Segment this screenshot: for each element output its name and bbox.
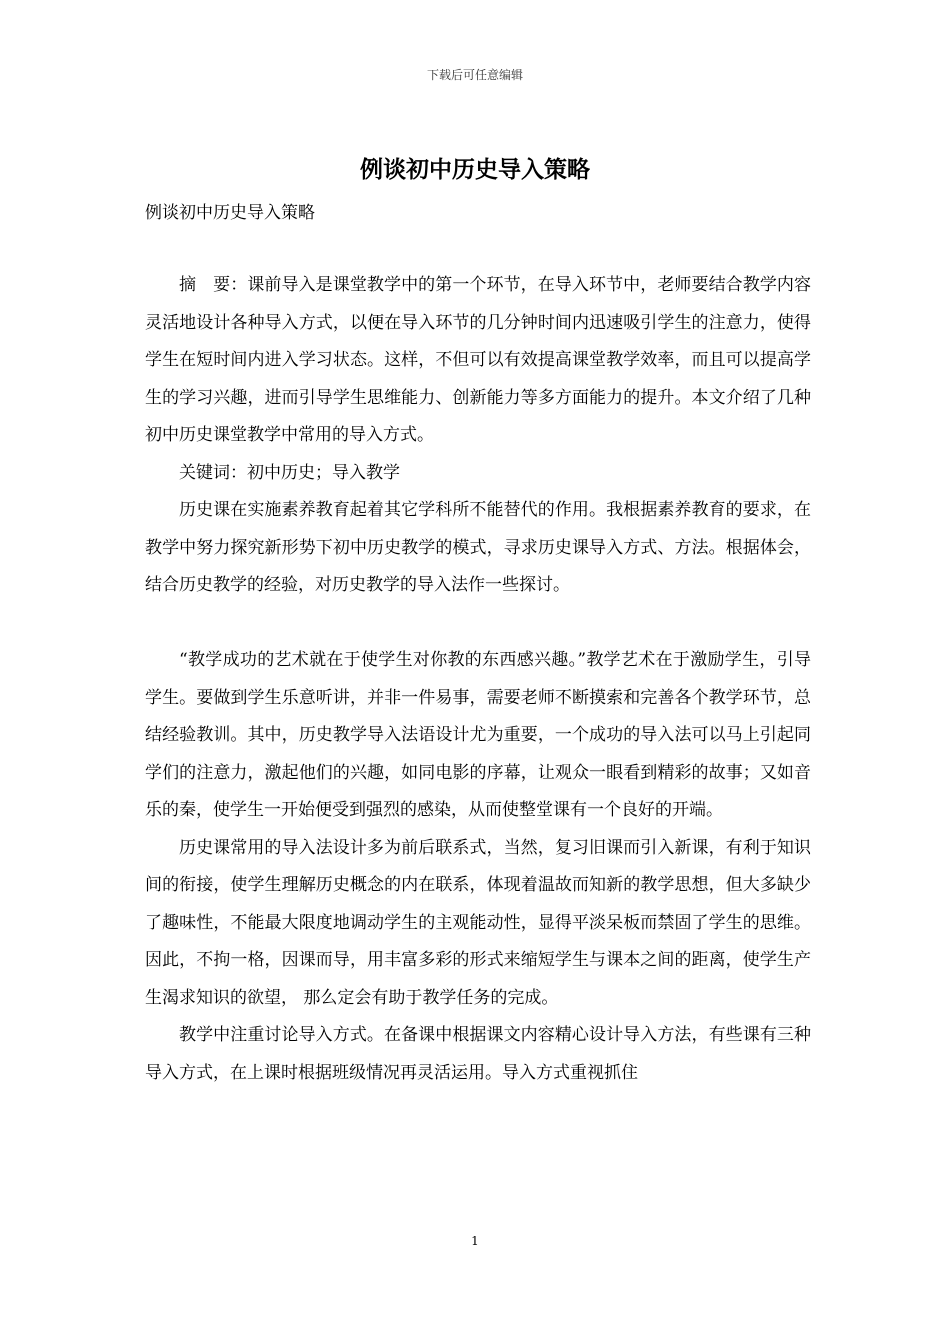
page-number: 1 <box>471 1234 479 1248</box>
keywords-paragraph: 关键词：初中历史；导入教学 <box>179 462 400 483</box>
header-note: 下载后可任意编辑 <box>426 68 523 82</box>
document-title: 例谈初中历史导入策略 <box>360 156 590 183</box>
body-paragraph-2: “教学成功的艺术就在于使学生对你教的东西感兴趣。”教学艺术在于激励学生，引导学生。要做到学生乐意听讲，并非一件易事，需要老师不断摸索和完善各个教学环节，总结经验教训。其中，历史教学导入法语设计尤为重要，一个成功的导入法可以马上引起同学们的注意力，激起他们的兴趣，如同电影的序幕，让观众一眼看到精彩的故事；又如音乐的秦，使学生一开始便受到强烈的感染，从而使整堂课有一个良好的开端。 <box>145 650 811 820</box>
body-paragraph-4: 教学中注重讨论导入方式。在备课中根据课文内容精心设计导入方法，有些课有三种导入方式，在上课时根据班级情况再灵活运用。导入方式重视抓住 <box>145 1025 811 1083</box>
abstract-label-part1: 摘 <box>179 275 197 295</box>
abstract-text: 课前导入是课堂教学中的第一个环节，在导入环节中，老师要结合教学内容灵活地设计各种导入方式，以便在导入环节的几分钟时间内迅速吸引学生的注意力，使得学生在短时间内进入学习状态。这样，不但可以有效提高课堂教学效率，而且可以提高学生的学习兴趣，进而引导学生思维能力、创新能力等多方面能力的提升。本文介绍了几种初中历史课堂教学中常用的导入方式。 <box>145 275 812 445</box>
abstract-paragraph <box>145 267 811 455</box>
body-paragraph-3: 历史课常用的导入法设计多为前后联系式，当然，复习旧课而引入新课，有利于知识间的衔接，使学生理解历史概念的内在联系，体现着温故而知新的教学思想，但大多缺少了趣味性，不能最大限度地调动学生的主观能动性，显得平淡呆板而禁固了学生的思维。因此，不拘一格，因课而导，用丰富多彩的形式来缩短学生与课本之间的距离，使学生产生渴求知识的欲望， 那么定会有助于教学任务的完成。 <box>145 837 811 1008</box>
document-body <box>145 267 811 1092</box>
body-paragraph-1: 历史课在实施素养教育起着其它学科所不能替代的作用。我根据素养教育的要求，在教学中努力探究新形势下初中历史教学的模式，寻求历史课导入方式、方法。根据体会，结合历史教学的经验，对历史教学的导入法作一些探讨。 <box>145 500 811 595</box>
abstract-label-part2: 要： <box>213 275 248 295</box>
document-subtitle: 例谈初中历史导入策略 <box>145 203 315 223</box>
